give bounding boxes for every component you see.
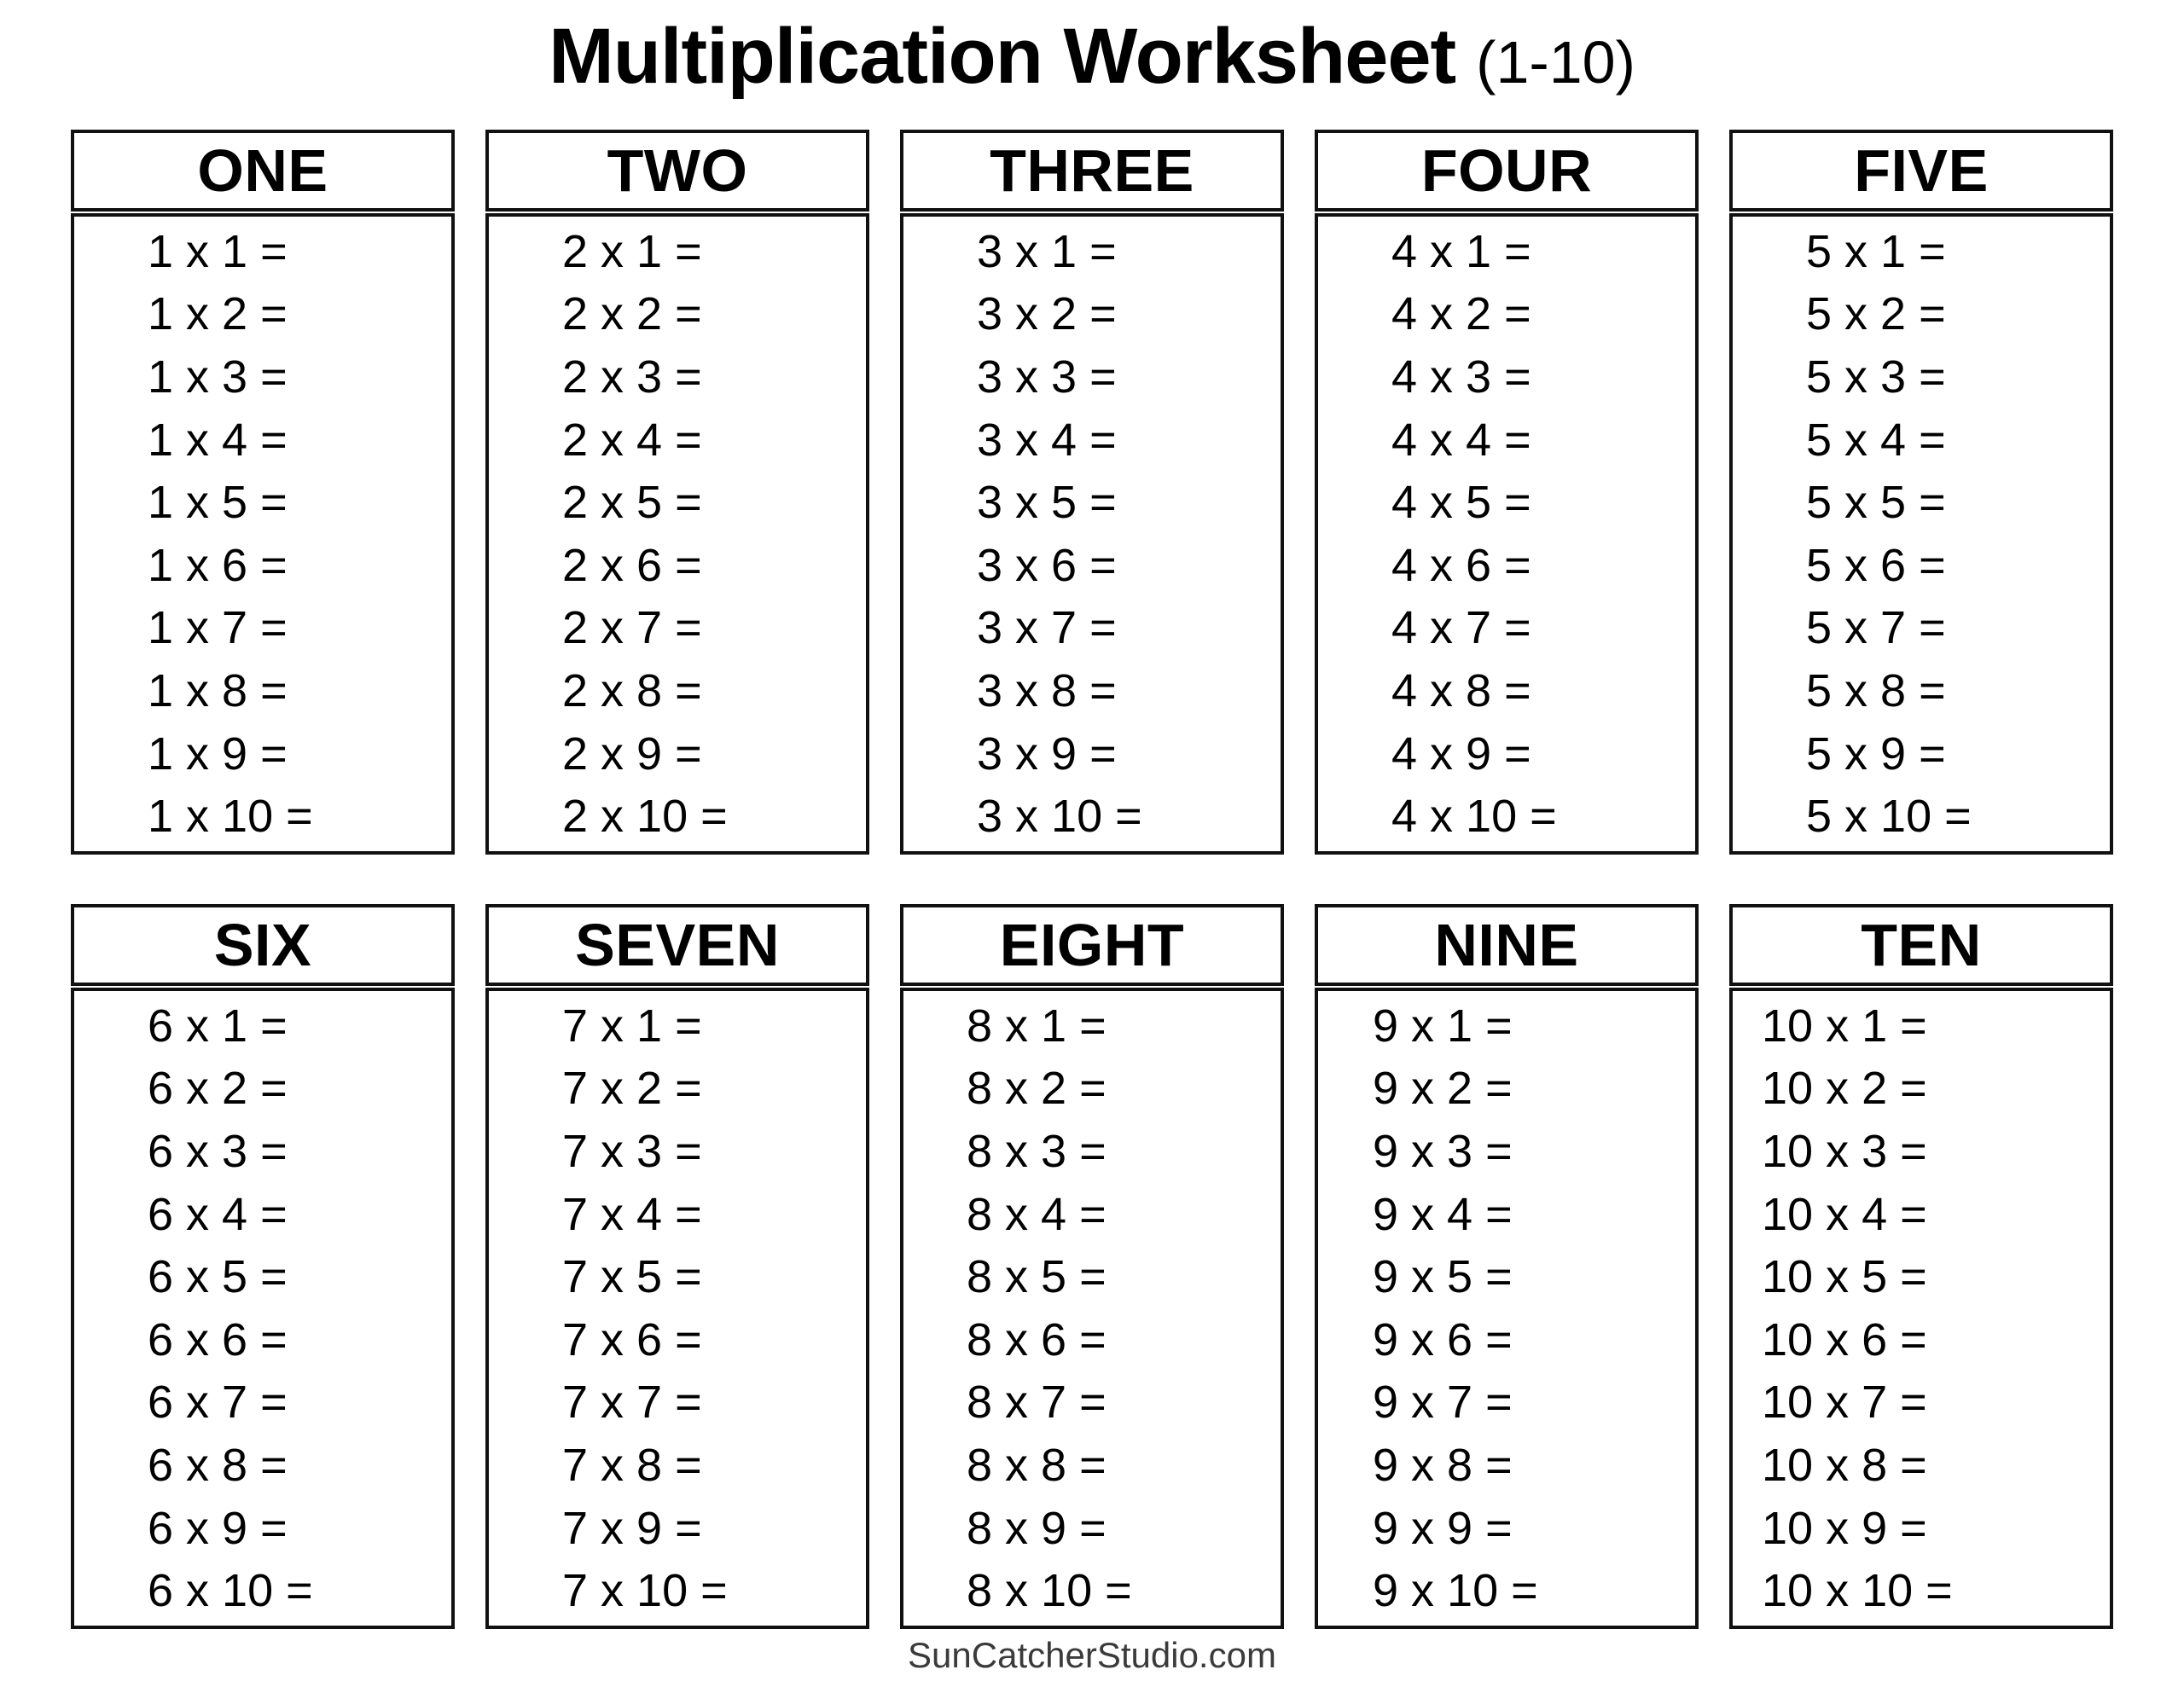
table-header: TWO: [485, 130, 869, 212]
title-range-text: (1-10): [1476, 29, 1635, 96]
problem-row: 6 x 7 =: [148, 1377, 288, 1429]
problem-row: 3 x 3 =: [977, 351, 1117, 403]
problem-row: 3 x 10 =: [977, 791, 1142, 843]
problem-row: 9 x 8 =: [1373, 1439, 1513, 1491]
problem-row: 4 x 10 =: [1391, 791, 1557, 843]
problem-row: 3 x 8 =: [977, 664, 1117, 716]
table-ten: [1729, 904, 2113, 1629]
problem-row: 1 x 1 =: [148, 225, 288, 277]
problem-row: 8 x 1 =: [967, 1000, 1107, 1052]
problem-row: 5 x 2 =: [1806, 288, 1946, 340]
problem-row: 6 x 8 =: [148, 1439, 288, 1491]
problem-row: 9 x 7 =: [1373, 1377, 1513, 1429]
problem-row: 10 x 5 =: [1762, 1251, 1927, 1303]
table-body: [485, 988, 869, 1629]
footer: [0, 1634, 2184, 1677]
problem-row: 9 x 10 =: [1373, 1565, 1538, 1617]
problem-row: 7 x 4 =: [562, 1188, 702, 1240]
problem-row: 6 x 4 =: [148, 1188, 288, 1240]
problem-row: 4 x 4 =: [1391, 414, 1531, 466]
problem-row: 7 x 5 =: [562, 1251, 702, 1303]
problem-row: 4 x 3 =: [1391, 351, 1531, 403]
problem-row: 3 x 7 =: [977, 602, 1117, 654]
table-eight: [900, 904, 1284, 1629]
table-body: [1315, 213, 1699, 855]
table-nine: [1315, 904, 1699, 1629]
problem-row: 10 x 4 =: [1762, 1188, 1927, 1240]
problem-row: 10 x 2 =: [1762, 1063, 1927, 1115]
problem-row: 9 x 9 =: [1373, 1502, 1513, 1554]
problem-row: 9 x 1 =: [1373, 1000, 1513, 1052]
problem-row: 2 x 7 =: [562, 602, 702, 654]
problem-row: 3 x 9 =: [977, 728, 1117, 780]
problem-row: 6 x 1 =: [148, 1000, 288, 1052]
problem-row: 7 x 7 =: [562, 1377, 702, 1429]
table-body: [1729, 988, 2113, 1629]
problem-row: 5 x 3 =: [1806, 351, 1946, 403]
table-body: [71, 988, 455, 1629]
table-two: [485, 130, 869, 855]
problem-row: 1 x 3 =: [148, 351, 288, 403]
problem-row: 6 x 5 =: [148, 1251, 288, 1303]
problem-row: 10 x 10 =: [1762, 1565, 1953, 1617]
problem-row: 6 x 9 =: [148, 1502, 288, 1554]
problem-row: 8 x 9 =: [967, 1502, 1107, 1554]
table-header: NINE: [1315, 904, 1699, 986]
problem-row: 3 x 1 =: [977, 225, 1117, 277]
problem-row: 4 x 8 =: [1391, 664, 1531, 716]
problem-row: 5 x 1 =: [1806, 225, 1946, 277]
problem-row: 6 x 2 =: [148, 1063, 288, 1115]
problem-row: 5 x 8 =: [1806, 664, 1946, 716]
problem-row: 1 x 9 =: [148, 728, 288, 780]
problem-row: 1 x 8 =: [148, 664, 288, 716]
problem-row: 1 x 4 =: [148, 414, 288, 466]
problem-row: 7 x 1 =: [562, 1000, 702, 1052]
problem-row: 6 x 10 =: [148, 1565, 313, 1617]
problem-row: 4 x 9 =: [1391, 728, 1531, 780]
problem-row: 9 x 5 =: [1373, 1251, 1513, 1303]
problem-row: 5 x 10 =: [1806, 791, 1972, 843]
problem-row: 7 x 6 =: [562, 1313, 702, 1365]
table-body: [900, 988, 1284, 1629]
problem-row: 8 x 3 =: [967, 1125, 1107, 1177]
problem-row: 5 x 5 =: [1806, 477, 1946, 529]
problem-row: 4 x 7 =: [1391, 602, 1531, 654]
table-header: EIGHT: [900, 904, 1284, 986]
table-header: FOUR: [1315, 130, 1699, 212]
table-header: SIX: [71, 904, 455, 986]
page-title: [0, 0, 2184, 113]
problem-row: 10 x 6 =: [1762, 1313, 1927, 1365]
problem-row: 8 x 5 =: [967, 1251, 1107, 1303]
problem-row: 2 x 8 =: [562, 664, 702, 716]
problem-row: 5 x 9 =: [1806, 728, 1946, 780]
title-text: Multiplication Worksheet: [549, 13, 1456, 100]
problem-row: 8 x 8 =: [967, 1439, 1107, 1491]
problem-row: 2 x 9 =: [562, 728, 702, 780]
problem-row: 1 x 6 =: [148, 539, 288, 591]
problem-row: 8 x 4 =: [967, 1188, 1107, 1240]
problem-row: 2 x 1 =: [562, 225, 702, 277]
problem-row: 8 x 10 =: [967, 1565, 1132, 1617]
problem-row: 2 x 3 =: [562, 351, 702, 403]
table-three: [900, 130, 1284, 855]
table-seven: [485, 904, 869, 1629]
tables-row-bottom: [71, 904, 2113, 1629]
problem-row: 8 x 2 =: [967, 1063, 1107, 1115]
table-header: THREE: [900, 130, 1284, 212]
problem-row: 5 x 7 =: [1806, 602, 1946, 654]
problem-row: 10 x 3 =: [1762, 1125, 1927, 1177]
problem-row: 7 x 2 =: [562, 1063, 702, 1115]
tables-row-top: [71, 130, 2113, 855]
problem-row: 1 x 7 =: [148, 602, 288, 654]
problem-row: 6 x 6 =: [148, 1313, 288, 1365]
table-body: [1729, 213, 2113, 855]
problem-row: 9 x 3 =: [1373, 1125, 1513, 1177]
problem-row: 6 x 3 =: [148, 1125, 288, 1177]
problem-row: 8 x 7 =: [967, 1377, 1107, 1429]
problem-row: 10 x 9 =: [1762, 1502, 1927, 1554]
problem-row: 1 x 2 =: [148, 288, 288, 340]
table-body: [900, 213, 1284, 855]
table-six: [71, 904, 455, 1629]
problem-row: 2 x 5 =: [562, 477, 702, 529]
problem-row: 4 x 2 =: [1391, 288, 1531, 340]
problem-row: 4 x 6 =: [1391, 539, 1531, 591]
problem-row: 3 x 5 =: [977, 477, 1117, 529]
problem-row: 2 x 6 =: [562, 539, 702, 591]
problem-row: 3 x 2 =: [977, 288, 1117, 340]
problem-row: 5 x 6 =: [1806, 539, 1946, 591]
table-header: FIVE: [1729, 130, 2113, 212]
table-header: SEVEN: [485, 904, 869, 986]
problem-row: 4 x 1 =: [1391, 225, 1531, 277]
problem-row: 1 x 10 =: [148, 791, 313, 843]
problem-row: 7 x 10 =: [562, 1565, 728, 1617]
footer-site-text: SunCatcherStudio.com: [908, 1635, 1276, 1675]
table-body: [1315, 988, 1699, 1629]
problem-row: 10 x 7 =: [1762, 1377, 1927, 1429]
problem-row: 2 x 4 =: [562, 414, 702, 466]
table-five: [1729, 130, 2113, 855]
table-header: TEN: [1729, 904, 2113, 986]
problem-row: 2 x 2 =: [562, 288, 702, 340]
problem-row: 2 x 10 =: [562, 791, 728, 843]
table-body: [71, 213, 455, 855]
table-four: [1315, 130, 1699, 855]
problem-row: 10 x 1 =: [1762, 1000, 1927, 1052]
table-one: [71, 130, 455, 855]
problem-row: 9 x 2 =: [1373, 1063, 1513, 1115]
problem-row: 9 x 4 =: [1373, 1188, 1513, 1240]
problem-row: 7 x 8 =: [562, 1439, 702, 1491]
problem-row: 3 x 4 =: [977, 414, 1117, 466]
problem-row: 5 x 4 =: [1806, 414, 1946, 466]
problem-row: 8 x 6 =: [967, 1313, 1107, 1365]
problem-row: 7 x 9 =: [562, 1502, 702, 1554]
problem-row: 7 x 3 =: [562, 1125, 702, 1177]
table-header: ONE: [71, 130, 455, 212]
problem-row: 10 x 8 =: [1762, 1439, 1927, 1491]
problem-row: 3 x 6 =: [977, 539, 1117, 591]
problem-row: 1 x 5 =: [148, 477, 288, 529]
table-body: [485, 213, 869, 855]
problem-row: 9 x 6 =: [1373, 1313, 1513, 1365]
problem-row: 4 x 5 =: [1391, 477, 1531, 529]
